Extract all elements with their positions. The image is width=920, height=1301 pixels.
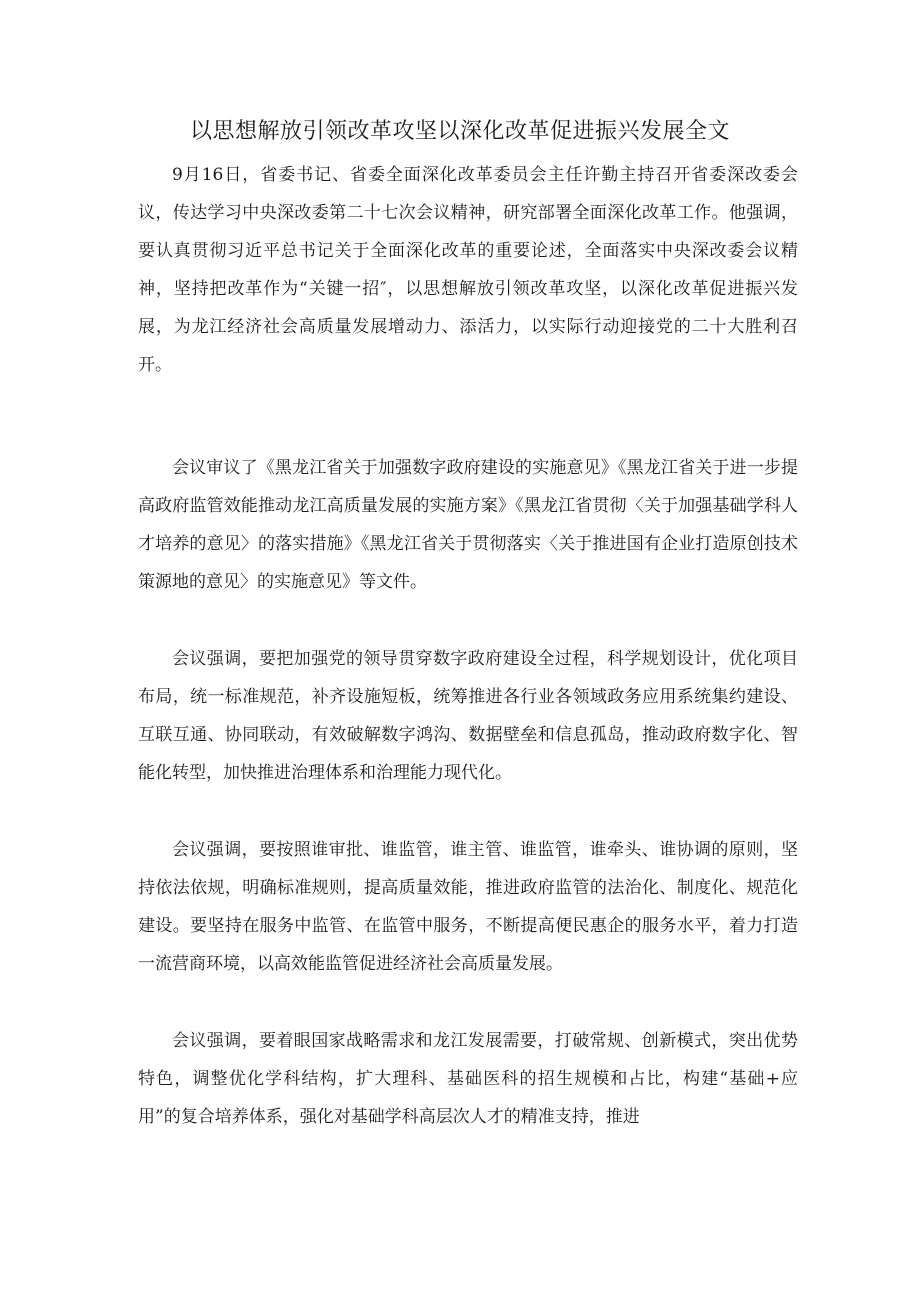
paragraph-2 [138, 449, 798, 601]
paragraph-5 [138, 1022, 798, 1136]
paragraph-text: 会议强调，要着眼国家战略需求和龙江发展需要，打破常规、创新模式，突出优势特色，调整优化学科结构，扩大理科、基础医科的招生规模和占比，构建“基础+应用”的复合培养体系，强化对基础学科高层次人才的精准支持，推进 [138, 1031, 798, 1127]
document-title: 以思想解放引领改革攻坚以深化改革促进振兴发展全文 [189, 119, 730, 144]
paragraph-1 [138, 156, 798, 384]
paragraph-text: 9月16日，省委书记、省委全面深化改革委员会主任许勤主持召开省委深改委会议，传达学习中央深改委第二十七次会议精神，研究部署全面深化改革工作。他强调，要认真贯彻习近平总书记关于全面深化改革的重要论述，全面落实中央深改委会议精神，坚持把改革作为“关键一招″，以思想解放引领改革攻坚，以深化改革促进振兴发展，为龙江经济社会高质量发展增动力、添活力，以实际行动迎接党的二十大胜利召开。 [138, 165, 798, 375]
paragraph-4 [138, 831, 798, 983]
paragraph-text: 会议审议了《黑龙江省关于加强数字政府建设的实施意见》《黑龙江省关于进一步提高政府监管效能推动龙江高质量发展的实施方案》《黑龙江省贯彻〈关于加强基础学科人才培养的意见〉的落实措施》《黑龙江省关于贯彻落实〈关于推进国有企业打造原创技术策源地的意见〉的实施意见》等文件。 [138, 458, 798, 592]
paragraph-text: 会议强调，要把加强党的领导贯穿数字政府建设全过程，科学规划设计，优化项目布局，统一标准规范，补齐设施短板，统筹推进各行业各领域政务应用系统集约建设、互联互通、协同联动，有效破解数字鸿沟、数据壁垒和信息孤岛，推动政府数字化、智能化转型，加快推进治理体系和治理能力现代化。 [138, 649, 798, 783]
paragraph-text: 会议强调，要按照谁审批、谁监管，谁主管、谁监管，谁牵头、谁协调的原则，坚持依法依规，明确标准规则，提高质量效能，推进政府监管的法治化、制度化、规范化建设。要坚持在服务中监管、在监管中服务，不断提高便民惠企的服务水平，着力打造一流营商环境，以高效能监管促进经济社会高质量发展。 [138, 840, 798, 974]
paragraph-3 [138, 640, 798, 792]
